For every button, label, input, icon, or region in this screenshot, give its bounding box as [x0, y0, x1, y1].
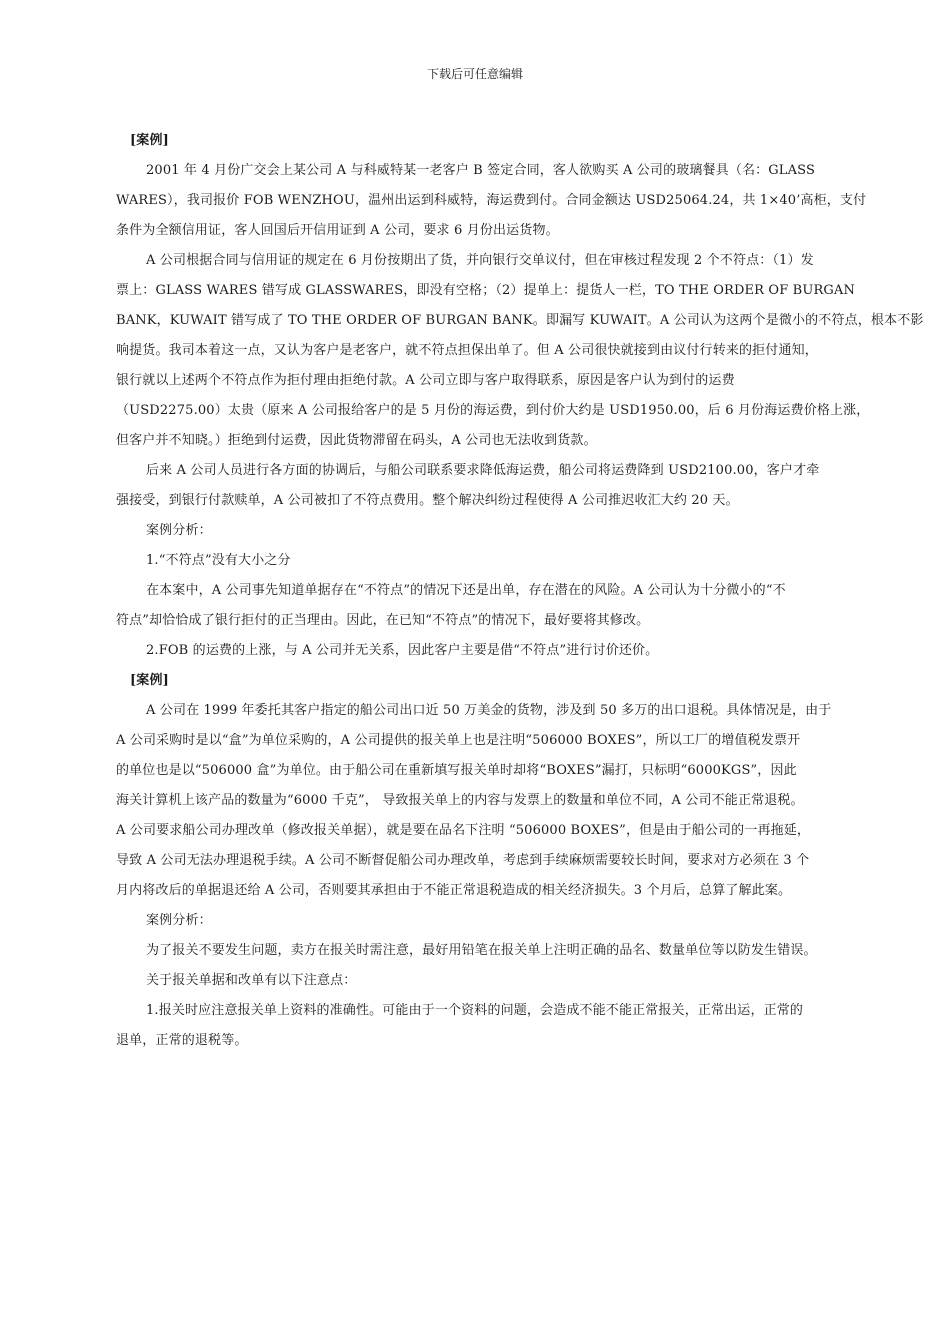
text-line: 退单，正常的退税等。 — [116, 1033, 248, 1048]
text-line: （USD2275.00）太贵（原来 A 公司报给客户的是 5 月份的海运费，到付价大约是 USD1950.00，后 6 月份海运费价格上涨， — [116, 403, 870, 418]
text-line: 响提货。我司本着这一点，又认为客户是老客户，就不符点担保出单了。但 A 公司很快就接到由议付行转来的拒付通知， — [116, 343, 818, 358]
case1-point1-body — [116, 576, 866, 636]
text-line: 强接受，到银行付款赎单，A 公司被扣了不符点费用。整个解决纠纷过程使得 A 公司推迟收汇大约 20 天。 — [116, 493, 739, 508]
case1-paragraph-2 — [116, 246, 924, 456]
text-line: BANK，KUWAIT 错写成了 TO THE ORDER OF BURGAN BANK。即漏写 KUWAIT。A 公司认为这两个是微小的不符点，根本不影 — [116, 313, 924, 328]
text-line: A 公司要求船公司办理改单（修改报关单据），就是要在品名下注明 “506000 BOXES”，但是由于船公司的一再拖延， — [116, 823, 811, 838]
document-body — [116, 126, 924, 1056]
case2-paragraph-1 — [116, 696, 866, 906]
text-line: 导致 A 公司无法办理退税手续。A 公司不断督促船公司办理改单，考虑到手续麻烦需要较长时间，要求对方必须在 3 个 — [116, 853, 810, 868]
text-line: 条件为全额信用证，客人回国后开信用证到 A 公司，要求 6 月份出运货物。 — [116, 223, 559, 238]
text-line: A 公司在 1999 年委托其客户指定的船公司出口近 50 万美金的货物，涉及到 50 多万的出口退税。具体情况是，由于 — [146, 703, 832, 718]
text-line: 票上：GLASS WARES 错写成 GLASSWARES，即没有空格；（2）提单上：提货人一栏，TO THE ORDER OF BURGAN — [116, 283, 855, 298]
notes-intro: 关于报关单据和改单有以下注意点： — [146, 973, 357, 988]
text-line: A 公司采购时是以“盒”为单位采购的，A 公司提供的报关单上也是注明“506000 BOXES”，所以工厂的增值税发票开 — [116, 733, 801, 748]
analysis-label: 案例分析： — [146, 523, 212, 538]
case2-note-1 — [116, 996, 866, 1056]
analysis-point-title: 1.“不符点”没有大小之分 — [146, 553, 291, 568]
text-line: 2001 年 4 月份广交会上某公司 A 与科威特某一老客户 B 签定合同，客人欲购买 A 公司的玻璃餐具（名：GLASS — [146, 163, 816, 178]
text-line: 但客户并不知晓。）拒绝到付运费，因此货物滞留在码头，A 公司也无法收到货款。 — [116, 433, 597, 448]
case-heading: [案例] — [130, 133, 169, 148]
text-line: 月内将改后的单据退还给 A 公司，否则要其承担由于不能正常退税造成的相关经济损失。3 个月后，总算了解此案。 — [116, 883, 792, 898]
text-line: 后来 A 公司人员进行各方面的协调后，与船公司联系要求降低海运费，船公司将运费降到 USD2100.00，客户才牵 — [146, 463, 820, 478]
text-line: WARES），我司报价 FOB WENZHOU，温州出运到科威特，海运费到付。合同金额达 USD25064.24，共 1×40’高柜，支付 — [116, 193, 867, 208]
text-line: 银行就以上述两个不符点作为拒付理由拒绝付款。A 公司立即与客户取得联系，原因是客户认为到付的运费 — [116, 373, 735, 388]
case1-paragraph-3 — [116, 456, 866, 516]
analysis-paragraph: 为了报关不要发生问题，卖方在报关时需注意，最好用铅笔在报关单上注明正确的品名、数量单位等以防发生错误。 — [146, 943, 817, 958]
text-line: 海关计算机上该产品的数量为“6000 千克”， 导致报关单上的内容与发票上的数量和单位不同，A 公司不能正常退税。 — [116, 793, 804, 808]
analysis-point: 2.FOB 的运费的上涨，与 A 公司并无关系，因此客户主要是借“不符点”进行讨价还价。 — [146, 643, 659, 658]
case-heading: [案例] — [130, 673, 169, 688]
text-line: A 公司根据合同与信用证的规定在 6 月份按期出了货，并向银行交单议付，但在审核过程发现 2 个不符点：（1）发 — [146, 253, 814, 268]
page-header: 下载后可任意编辑 — [426, 67, 523, 81]
text-line: 的单位也是以“506000 盒”为单位。由于船公司在重新填写报关单时却将“BOXES”漏打，只标明“6000KGS”，因此 — [116, 763, 797, 778]
case1-paragraph-1 — [116, 156, 866, 246]
analysis-label: 案例分析： — [146, 913, 212, 928]
text-line: 1.报关时应注意报关单上资料的准确性。可能由于一个资料的问题，会造成不能不能正常报关，正常出运，正常的 — [146, 1003, 804, 1018]
text-line: 在本案中，A 公司事先知道单据存在“不符点”的情况下还是出单，存在潜在的风险。A 公司认为十分微小的“不 — [146, 583, 786, 598]
text-line: 符点”却恰恰成了银行拒付的正当理由。因此，在已知“不符点”的情况下，最好要将其修改。 — [116, 613, 650, 628]
